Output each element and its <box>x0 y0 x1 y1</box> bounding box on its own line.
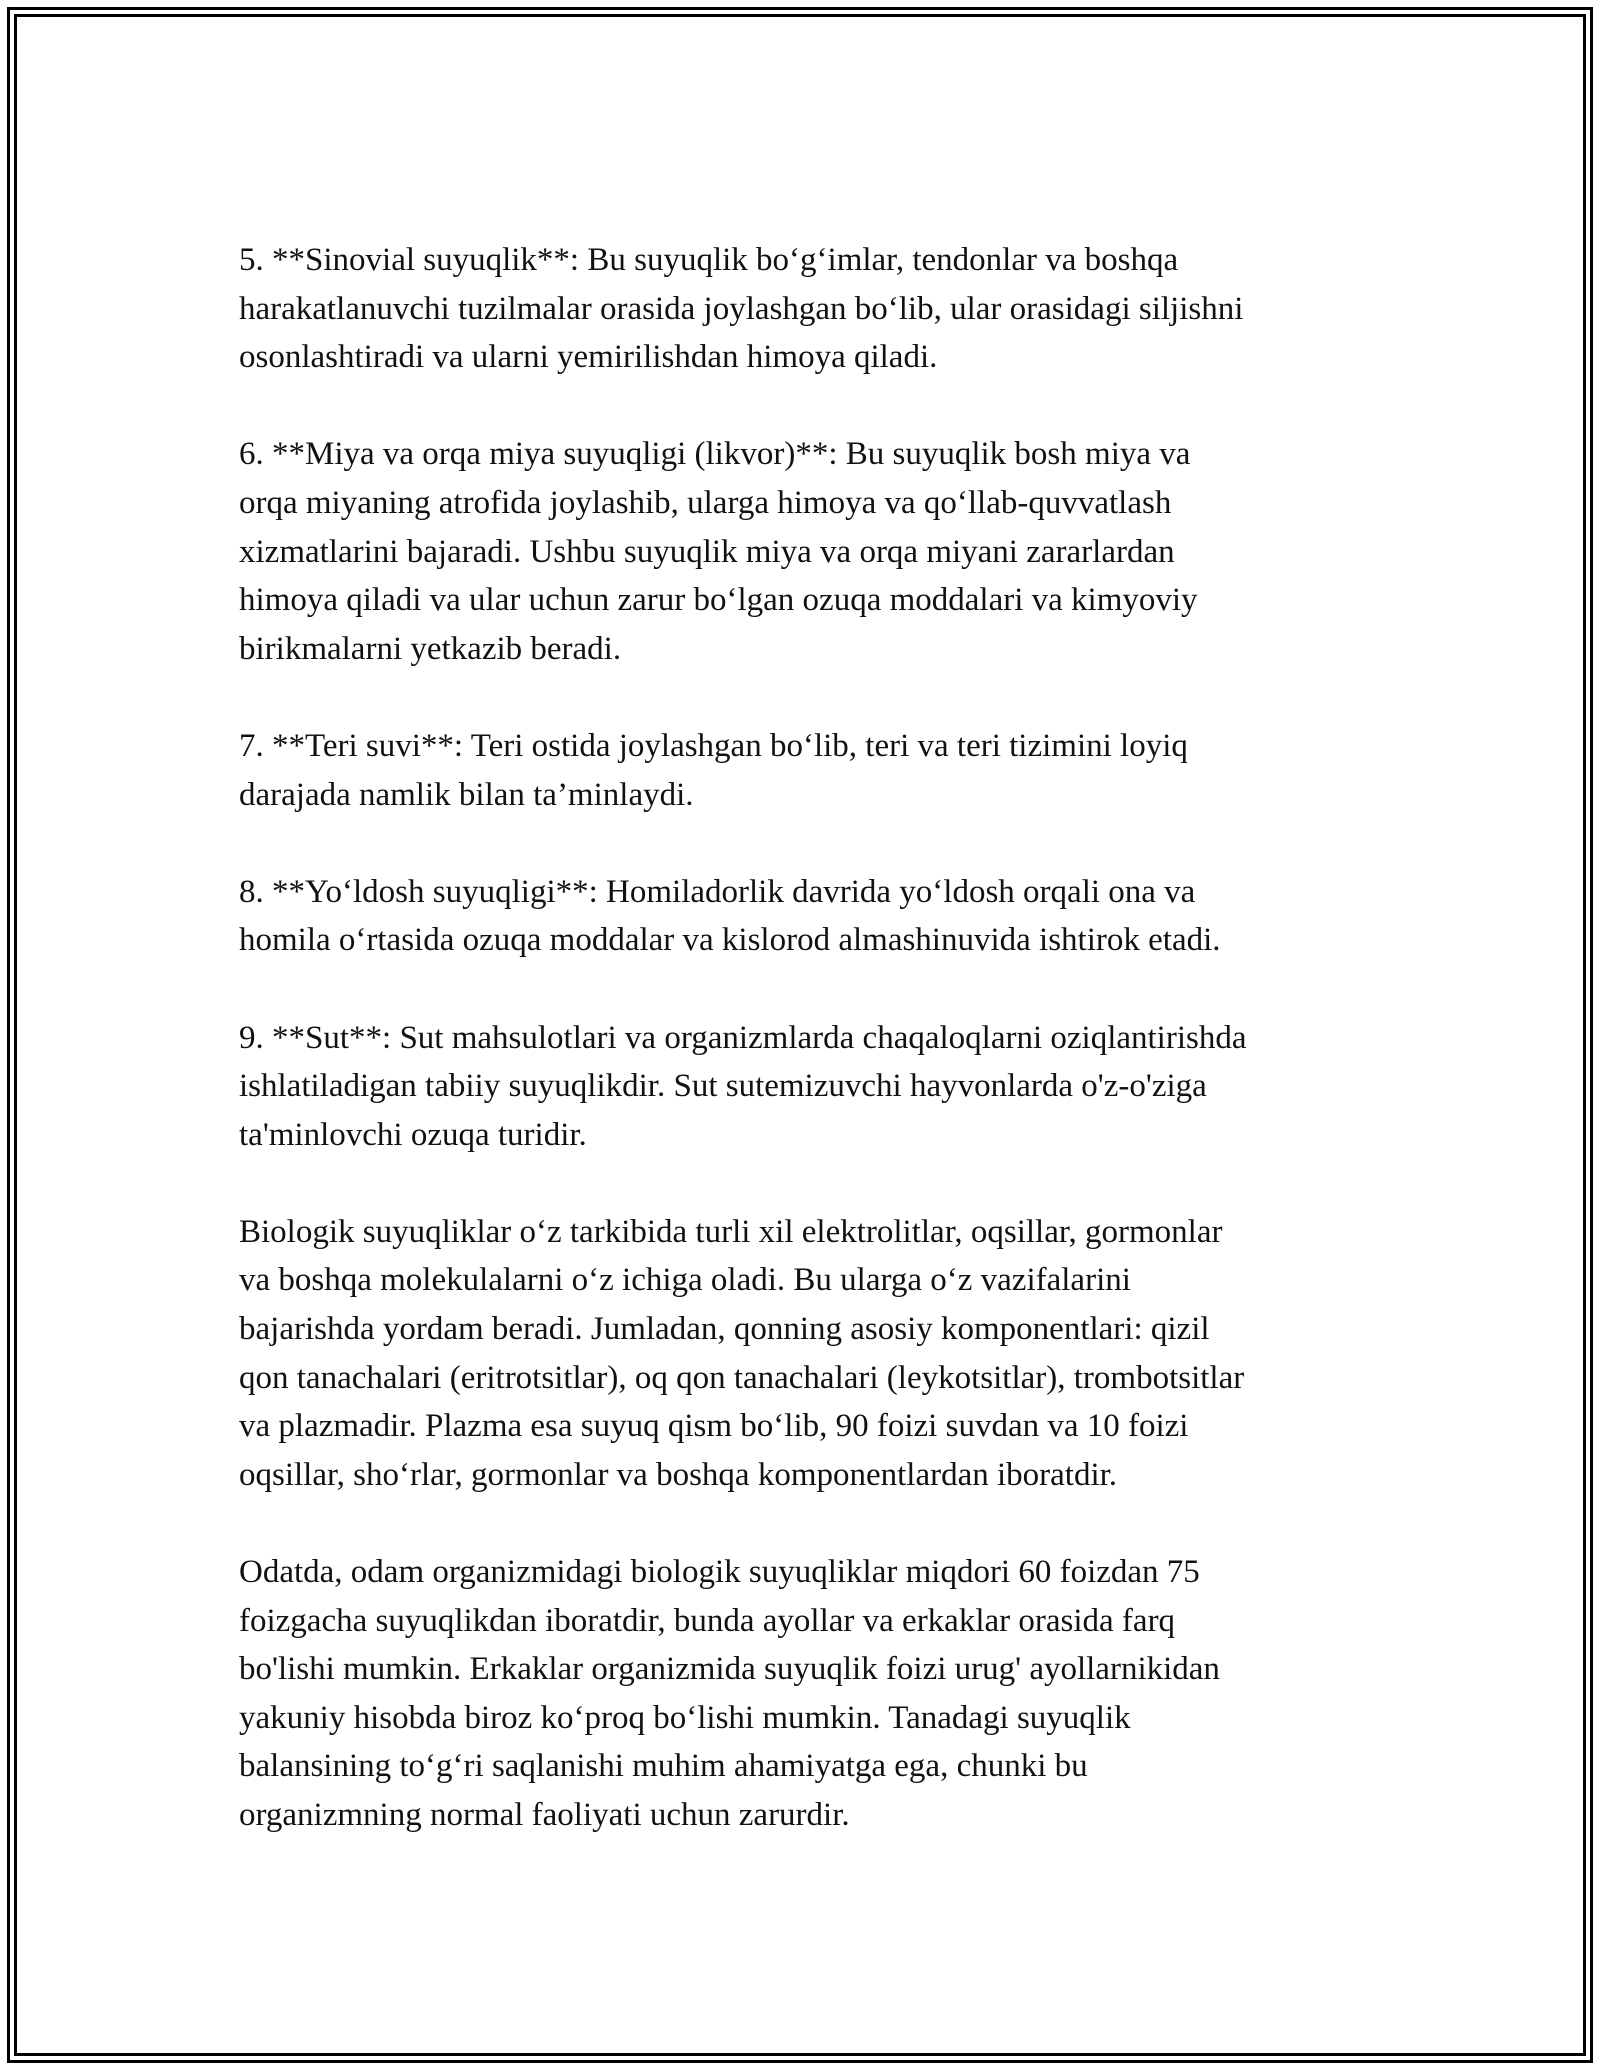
document-body <box>239 236 1379 1840</box>
text-line: 5. **Sinovial suyuqlik**: Bu suyuqlik bo‘g‘imlar, tendonlar va boshqa <box>239 242 1179 278</box>
text-line: va boshqa molekulalarni o‘z ichiga oladi. Bu ularga o‘z vazifalarini <box>239 1262 1131 1299</box>
text-line: oqsillar, sho‘rlar, gormonlar va boshqa komponentlardan iboratdir. <box>239 1456 1118 1493</box>
text-line: bo'lishi mumkin. Erkaklar organizmida suyuqlik foizi urug' ayollarnikidan <box>239 1651 1220 1688</box>
text-line: 8. **Yo‘ldosh suyuqligi**: Homiladorlik davrida yo‘ldosh orqali ona va <box>239 873 1196 910</box>
text-line: organizmning normal faoliyati uchun zarurdir. <box>239 1797 850 1833</box>
paragraph-sut <box>239 1014 1379 1160</box>
text-line: Odatda, odam organizmidagi biologik suyuqliklar miqdori 60 foizdan 75 <box>239 1554 1200 1591</box>
text-line: balansining to‘g‘ri saqlanishi muhim ahamiyatga ega, chunki bu <box>239 1748 1088 1785</box>
text-line: bajarishda yordam beradi. Jumladan, qonning asosiy komponentlari: qizil <box>239 1311 1210 1348</box>
document-page <box>7 7 1593 2063</box>
text-line: va plazmadir. Plazma esa suyuq qism bo‘lib, 90 foizi suvdan va 10 foizi <box>239 1408 1189 1445</box>
paragraph-sinovial-suyuqlik <box>239 236 1379 382</box>
text-line: himoya qiladi va ular uchun zarur bo‘lgan ozuqa moddalari va kimyoviy <box>239 582 1198 619</box>
text-line: 9. **Sut**: Sut mahsulotlari va organizmlarda chaqaloqlarni oziqlantirishda <box>239 1019 1247 1056</box>
paragraph-yoldosh-suyuqligi <box>239 868 1379 965</box>
text-line: 7. **Teri suvi**: Teri ostida joylashgan bo‘lib, teri va teri tizimini loyiq <box>239 727 1188 764</box>
text-line: darajada namlik bilan ta’minlaydi. <box>239 776 694 813</box>
text-line: 6. **Miya va orqa miya suyuqligi (likvor)**: Bu suyuqlik bosh miya va <box>239 436 1191 473</box>
paragraph-likvor <box>239 430 1379 673</box>
text-line: ishlatiladigan tabiiy suyuqlikdir. Sut sutemizuvchi hayvonlarda o'z-o'ziga <box>239 1068 1207 1105</box>
text-line: foizgacha suyuqlikdan iboratdir, bunda ayollar va erkaklar orasida farq <box>239 1602 1176 1639</box>
text-line: Biologik suyuqliklar o‘z tarkibida turli xil elektrolitlar, oqsillar, gormonlar <box>239 1213 1223 1250</box>
text-line: ta'minlovchi ozuqa turidir. <box>239 1116 587 1153</box>
paragraph-biologik-suyuqliklar <box>239 1208 1379 1500</box>
text-line: yakuniy hisobda biroz ko‘proq bo‘lishi mumkin. Tanadagi suyuqlik <box>239 1699 1131 1736</box>
text-line: birikmalarni yetkazib beradi. <box>239 630 622 667</box>
text-line: harakatlanuvchi tuzilmalar orasida joylashgan bo‘lib, ular orasidagi siljishni <box>239 290 1244 327</box>
paragraph-teri-suvi <box>239 722 1379 819</box>
text-line: osonlashtiradi va ularni yemirilishdan himoya qiladi. <box>239 339 938 376</box>
text-line: homila o‘rtasida ozuqa moddalar va kislorod almashinuvida ishtirok etadi. <box>239 922 1221 959</box>
text-line: qon tanachalari (eritrotsitlar), oq qon tanachalari (leykotsitlar), trombotsitlar <box>239 1359 1245 1396</box>
text-line: orqa miyaning atrofida joylashib, ularga himoya va qo‘llab-quvvatlash <box>239 484 1172 521</box>
text-line: xizmatlarini bajaradi. Ushbu suyuqlik miya va orqa miyani zararlardan <box>239 533 1175 570</box>
paragraph-odatda <box>239 1548 1379 1840</box>
